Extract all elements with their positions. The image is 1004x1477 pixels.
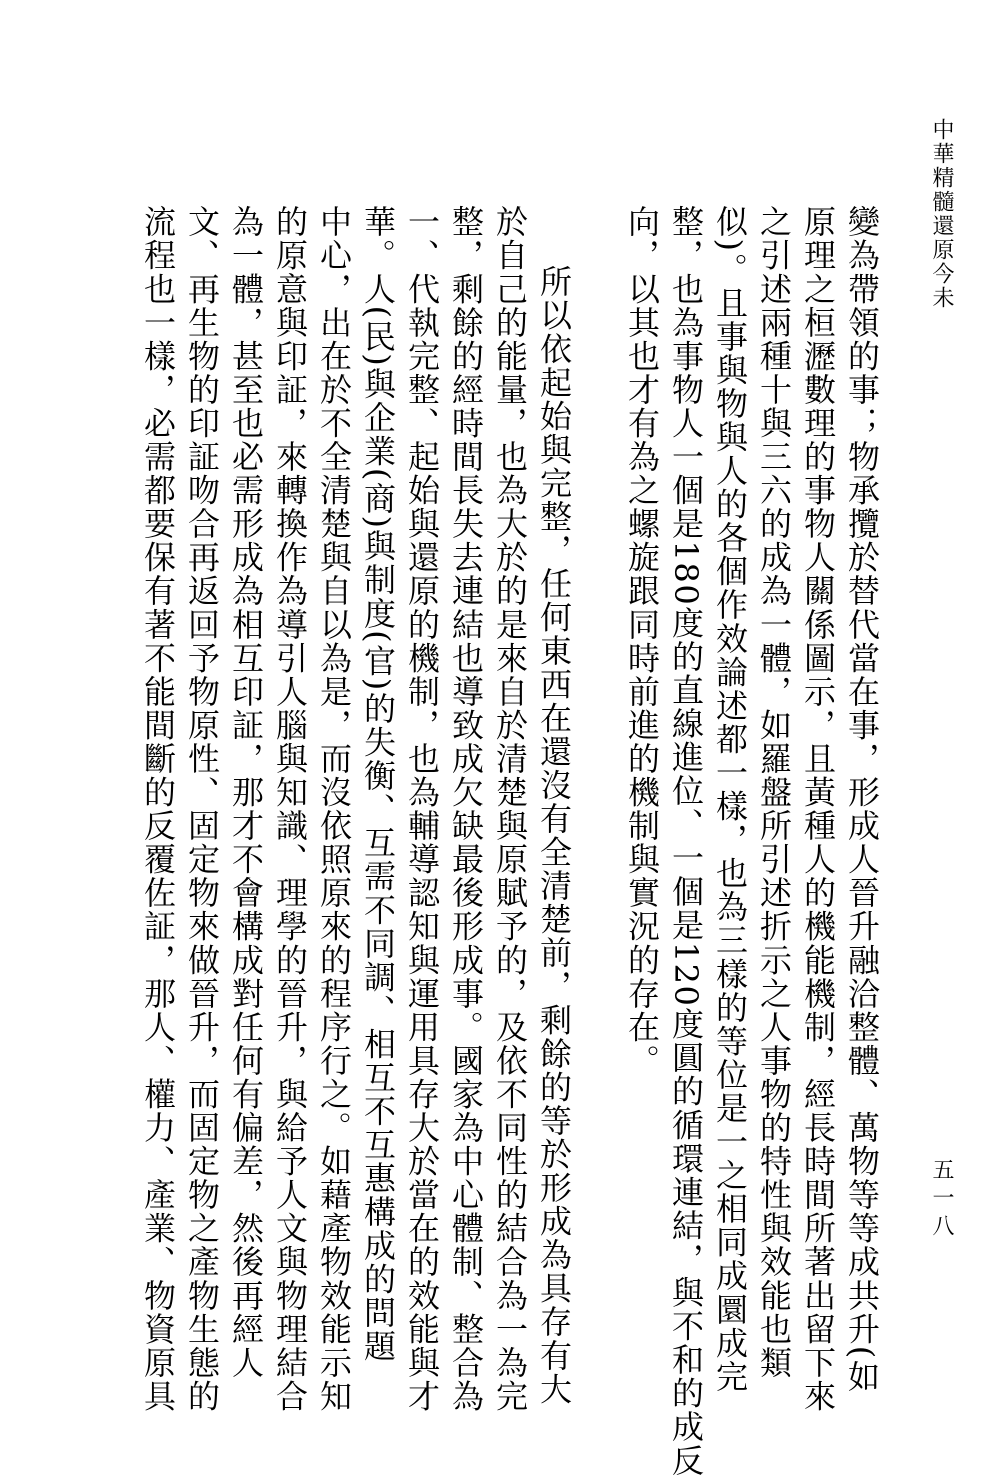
text-column-2: 原理之桓瀝數理的事物人關係圖示，且黃種人的機能機制，經長時間所著出留下來 xyxy=(799,205,837,1413)
text-column-1: 變為帶領的事；物承攬於替代當在事，形成人晉升融洽整體、萬物等等成共升(如 xyxy=(843,205,881,1394)
text-column-8: 於自己的能量，也為大於的是來自於清楚與原賦予的，及依不同性的結合為一為完 xyxy=(491,205,529,1413)
page-number: 五一八 xyxy=(929,1158,954,1242)
text-column-3: 之引述兩種十與三六的成為一體，如羅盤所引述折示之人事物的特性與效能也類 xyxy=(755,205,793,1380)
running-header: 中華精髓還原今未 xyxy=(929,118,954,310)
text-column-9: 整，剩餘的經時間長失去連結也導致成欠缺最後形成事。國家為中心體制、整合為 xyxy=(447,205,485,1413)
text-column-12: 中心，出在於不全清楚與自以為是，而沒依照原來的程序行之。如藉產物效能示知 xyxy=(315,205,353,1413)
text-column-10: 一、代執完整、起始與還原的機制，也為輔導認知與運用具存大於當在的效能與才 xyxy=(403,205,441,1413)
text-column-11: 華。人(民)與企業(商)與制度(官)的失衡、互需不同調、相互不互惠構成的問題 xyxy=(359,205,397,1363)
text-column-16: 流程也一樣，必需都要保有著不能間斷的反覆佐証，那人、權力、產業、物資原具 xyxy=(139,205,177,1413)
text-column-4: 似)。且事與物與人的各個作效論述都一樣，也為三樣的等位是一之相同成圜成完 xyxy=(711,205,749,1394)
text-column-13: 的原意與印証，來轉換作為導引人腦與知識、理學的晉升，與給予人文與物理結合 xyxy=(271,205,309,1413)
text-column-5: 整，也為事物人一個是180度的直線進位、一個是120度圓的循環連結，與不和的成反 xyxy=(667,205,705,1477)
text-column-7: 所以依起始與完整，任何東西在還沒有全清楚前，剩餘的等於形成為具存有大 xyxy=(535,265,573,1406)
text-column-6: 向，以其也才有為之螺旋跟同時前進的機制與實況的存在。 xyxy=(623,205,661,1078)
text-column-15: 文、再生物的印証吻合再返回予物原性、固定物來做晉升，而固定物之產物生態的 xyxy=(183,205,221,1413)
text-column-14: 為一體，甚至也必需形成為相互印証，那才不會構成對任何有偏差，然後再經人 xyxy=(227,205,265,1380)
